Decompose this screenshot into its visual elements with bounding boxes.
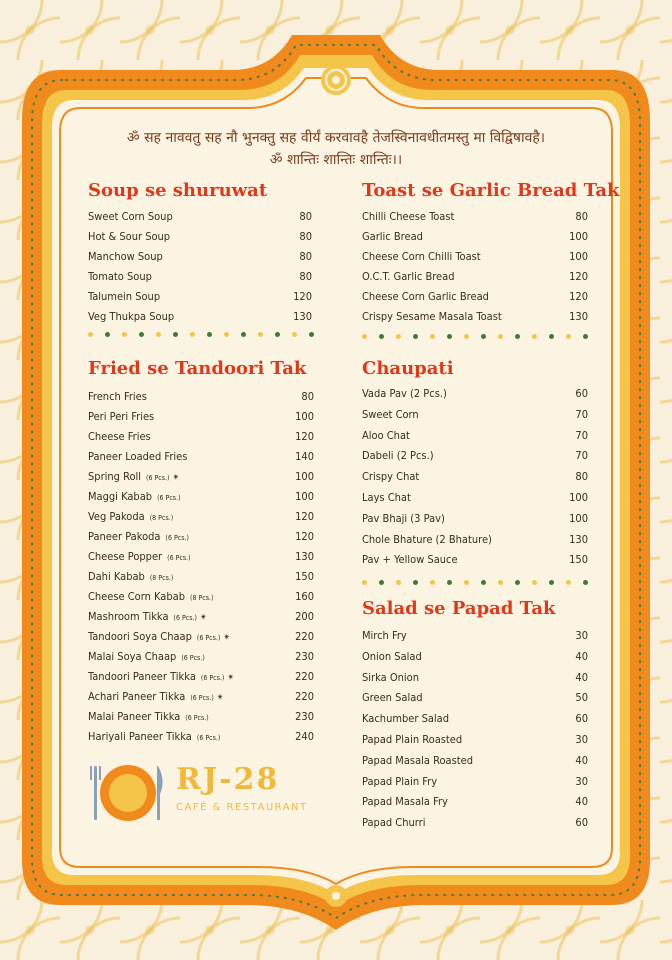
item-name: Talumein Soup	[88, 290, 161, 303]
item-name: Vada Pav (2 Pcs.)	[362, 387, 447, 400]
divider-dot	[464, 334, 469, 339]
item-name: Crispy Sesame Masala Toast	[362, 310, 502, 323]
item-pieces: (6 Pcs.)	[146, 474, 170, 482]
item-name: Garlic Bread	[362, 230, 423, 243]
item-name: Maggi Kabab (6 Pcs.)	[88, 490, 181, 503]
logo-name: RJ-28	[176, 762, 280, 797]
divider-dot	[532, 334, 537, 339]
item-pieces: (6 Pcs.)	[181, 654, 205, 662]
divider-dot	[549, 334, 554, 339]
list-item	[88, 667, 314, 687]
item-name: Tandoori Soya Chaap (6 Pcs.) ✴	[88, 630, 231, 643]
list-item	[88, 467, 314, 487]
flower-icon	[321, 65, 351, 95]
section-title-soup: Soup se shuruwat	[88, 180, 268, 201]
divider-dot	[379, 580, 384, 585]
item-name: Chilli Cheese Toast	[362, 210, 455, 223]
item-price: 60	[575, 712, 588, 726]
item-pieces: (8 Pcs.)	[190, 594, 214, 602]
item-price: 120	[293, 290, 312, 303]
item-price: 100	[295, 410, 314, 423]
item-pieces: (6 Pcs.)	[196, 634, 221, 642]
list-item	[362, 709, 588, 730]
section-title-salad: Salad se Papad Tak	[362, 598, 556, 619]
list-item	[88, 567, 314, 587]
item-name: Lays Chat	[362, 490, 411, 504]
divider-dot	[430, 334, 435, 339]
item-price: 80	[299, 270, 312, 283]
divider-dot	[566, 334, 571, 339]
divider-dot	[173, 332, 178, 337]
soup-list	[88, 207, 312, 327]
divider-dot	[362, 334, 367, 339]
item-price: 40	[575, 795, 588, 809]
item-price: 40	[575, 753, 588, 767]
item-price: 150	[295, 570, 314, 583]
divider-dot	[413, 580, 418, 585]
item-price: 100	[569, 490, 588, 504]
list-item	[88, 547, 314, 567]
chili-icon: ✴	[216, 693, 224, 703]
item-price: 220	[295, 630, 314, 643]
list-item	[362, 530, 588, 551]
divider-dot	[549, 580, 554, 585]
list-item	[88, 287, 312, 307]
divider-dot	[583, 334, 588, 339]
item-name: Achari Paneer Tikka (6 Pcs.) ✴	[88, 690, 224, 703]
divider-dot	[532, 580, 537, 585]
divider-dot	[481, 580, 486, 585]
divider-dot	[224, 332, 229, 337]
item-name: Hot & Sour Soup	[88, 230, 171, 243]
item-price: 240	[295, 730, 314, 743]
plate-fork-knife-icon	[88, 762, 168, 824]
item-price: 120	[569, 290, 588, 303]
divider-dot	[481, 334, 486, 339]
item-pieces: (6 Pcs.)	[185, 714, 209, 722]
item-name: Papad Plain Roasted	[362, 732, 463, 746]
list-item	[88, 427, 314, 447]
item-name: Papad Plain Fry	[362, 774, 438, 788]
item-price: 130	[293, 310, 312, 323]
list-item	[88, 207, 312, 227]
item-price: 150	[569, 553, 588, 567]
item-name: Veg Thukpa Soup	[88, 310, 175, 323]
item-name: Kachumber Salad	[362, 712, 450, 726]
item-name: Sweet Corn Soup	[88, 210, 173, 223]
item-price: 60	[575, 387, 588, 400]
item-price: 80	[301, 390, 314, 403]
item-name: Mirch Fry	[362, 629, 407, 642]
list-item	[362, 488, 588, 509]
item-price: 130	[569, 310, 588, 323]
item-price: 30	[575, 732, 588, 746]
list-item	[362, 426, 588, 447]
divider-dot	[275, 332, 280, 337]
section-title-toast: Toast se Garlic Bread Tak	[362, 180, 620, 201]
list-item	[362, 247, 588, 267]
list-item	[88, 727, 314, 747]
list-item	[362, 446, 588, 467]
item-price: 80	[299, 250, 312, 263]
list-item	[362, 287, 588, 307]
divider-dot	[430, 580, 435, 585]
list-item	[362, 405, 588, 426]
item-price: 100	[569, 250, 588, 263]
blessing-line-2: ॐ शान्तिः शान्तिः शान्तिः।।	[269, 152, 403, 168]
item-name: Tomato Soup	[88, 270, 152, 283]
divider-dot	[241, 332, 246, 337]
item-pieces: (8 Pcs.)	[149, 574, 174, 582]
list-item	[88, 227, 312, 247]
item-price: 80	[299, 230, 312, 243]
item-name: Onion Salad	[362, 649, 422, 663]
chili-icon: ✴	[227, 673, 235, 683]
list-item	[88, 267, 312, 287]
dot-divider	[362, 580, 588, 586]
fried-list	[88, 387, 314, 747]
list-item	[88, 487, 314, 507]
divider-dot	[379, 334, 384, 339]
item-price: 80	[575, 210, 588, 223]
item-name: Papad Masala Roasted	[362, 753, 473, 767]
dot-divider	[362, 334, 588, 340]
item-price: 50	[575, 691, 588, 705]
list-item	[362, 688, 588, 709]
item-name: Peri Peri Fries	[88, 410, 155, 423]
divider-dot	[309, 332, 314, 337]
list-item	[362, 550, 588, 571]
list-item	[362, 207, 588, 227]
divider-dot	[498, 334, 503, 339]
item-name: Chole Bhature (2 Bhature)	[362, 532, 492, 546]
item-name: Hariyali Paneer Tikka (6 Pcs.)	[88, 730, 221, 743]
item-price: 230	[295, 650, 314, 663]
divider-dot	[583, 580, 588, 585]
item-name: O.C.T. Garlic Bread	[362, 270, 455, 283]
salad-list	[362, 626, 588, 834]
item-name: Sirka Onion	[362, 670, 419, 684]
item-name: Dabeli (2 Pcs.)	[362, 449, 434, 463]
divider-dot	[258, 332, 263, 337]
item-name: Paneer Pakoda (6 Pcs.)	[88, 530, 189, 543]
item-price: 30	[575, 629, 588, 642]
list-item	[362, 772, 588, 793]
list-item	[88, 407, 314, 427]
list-item	[362, 384, 588, 405]
divider-dot	[396, 334, 401, 339]
list-item	[362, 751, 588, 772]
item-price: 120	[295, 510, 314, 523]
divider-dot	[464, 580, 469, 585]
list-item	[362, 813, 588, 834]
list-item	[88, 507, 314, 527]
item-name: Papad Churri	[362, 816, 426, 830]
list-item	[88, 307, 312, 327]
list-item	[88, 447, 314, 467]
item-name: Cheese Popper (6 Pcs.)	[88, 550, 191, 563]
divider-dot	[207, 332, 212, 337]
item-price: 80	[575, 470, 588, 484]
divider-dot	[105, 332, 110, 337]
divider-dot	[413, 334, 418, 339]
logo-subtitle: CAFÉ & RESTAURANT	[176, 802, 308, 813]
toast-list	[362, 207, 588, 327]
item-name: French Fries	[88, 390, 147, 403]
item-pieces: (8 Pcs.)	[149, 514, 174, 522]
divider-dot	[156, 332, 161, 337]
list-item	[362, 509, 588, 530]
dot-divider	[88, 332, 314, 338]
item-price: 140	[295, 450, 314, 463]
item-price: 30	[575, 774, 588, 788]
list-item	[362, 467, 588, 488]
item-price: 120	[295, 430, 314, 443]
item-name: Cheese Corn Garlic Bread	[362, 290, 489, 303]
list-item	[362, 647, 588, 668]
section-title-chaupati: Chaupati	[362, 358, 454, 379]
divider-dot	[566, 580, 571, 585]
list-item	[88, 687, 314, 707]
item-name: Paneer Loaded Fries	[88, 450, 188, 463]
item-price: 70	[575, 407, 588, 421]
divider-dot	[396, 580, 401, 585]
item-name: Malai Paneer Tikka (6 Pcs.)	[88, 710, 209, 723]
item-name: Papad Masala Fry	[362, 795, 448, 809]
item-name: Crispy Chat	[362, 470, 420, 484]
item-pieces: (6 Pcs.)	[167, 554, 191, 562]
list-item	[88, 527, 314, 547]
item-pieces: (6 Pcs.)	[200, 674, 225, 682]
divider-dot	[515, 580, 520, 585]
list-item	[362, 307, 588, 327]
list-item	[88, 607, 314, 627]
item-pieces: (6 Pcs.)	[190, 694, 214, 702]
list-item	[88, 247, 312, 267]
list-item	[88, 707, 314, 727]
item-name: Aloo Chat	[362, 428, 410, 442]
section-title-fried: Fried se Tandoori Tak	[88, 358, 307, 379]
item-name: Cheese Fries	[88, 430, 151, 443]
item-price: 60	[575, 816, 588, 830]
item-price: 120	[569, 270, 588, 283]
divider-dot	[139, 332, 144, 337]
item-name: Dahi Kabab (8 Pcs.)	[88, 570, 174, 583]
item-name: Manchow Soup	[88, 250, 163, 263]
item-pieces: (6 Pcs.)	[165, 534, 189, 542]
list-item	[88, 647, 314, 667]
item-price: 70	[575, 449, 588, 463]
divider-dot	[362, 580, 367, 585]
item-name: Cheese Corn Kabab (8 Pcs.)	[88, 590, 214, 603]
divider-dot	[515, 334, 520, 339]
item-price: 100	[295, 490, 314, 503]
item-price: 40	[575, 670, 588, 684]
list-item	[88, 627, 314, 647]
item-name: Tandoori Paneer Tikka (6 Pcs.) ✴	[88, 670, 235, 683]
list-item	[362, 267, 588, 287]
divider-dot	[498, 580, 503, 585]
item-pieces: (6 Pcs.)	[157, 494, 181, 502]
divider-dot	[190, 332, 195, 337]
divider-dot	[122, 332, 127, 337]
item-price: 100	[569, 230, 588, 243]
list-item	[362, 626, 588, 647]
item-price: 40	[575, 649, 588, 663]
item-name: Veg Pakoda (8 Pcs.)	[88, 510, 174, 523]
item-price: 230	[295, 710, 314, 723]
list-item	[362, 668, 588, 689]
chili-icon: ✴	[223, 633, 231, 643]
list-item	[362, 227, 588, 247]
list-item	[88, 387, 314, 407]
item-price: 130	[295, 550, 314, 563]
chili-icon: ✴	[200, 613, 207, 623]
item-name: Cheese Corn Chilli Toast	[362, 250, 481, 263]
chaupati-list	[362, 384, 588, 571]
item-name: Mashroom Tikka (6 Pcs.) ✴	[88, 610, 207, 623]
divider-dot	[447, 580, 452, 585]
blessing-line-1: ॐ सह नाववतु सह नौ भुनक्तु सह वीर्यं करवावहै तेजस्विनावधीतमस्तु मा विद्विषावहै।	[126, 130, 546, 146]
list-item	[362, 730, 588, 751]
item-price: 200	[295, 610, 314, 623]
item-name: Sweet Corn	[362, 407, 419, 421]
chili-icon: ✴	[172, 473, 180, 483]
item-price: 130	[569, 532, 588, 546]
list-item	[88, 587, 314, 607]
item-name: Pav + Yellow Sauce	[362, 553, 458, 567]
item-name: Malai Soya Chaap (6 Pcs.)	[88, 650, 205, 663]
item-pieces: (6 Pcs.)	[173, 614, 198, 622]
item-price: 120	[295, 530, 314, 543]
item-price: 100	[569, 511, 588, 525]
item-name: Spring Roll (6 Pcs.) ✴	[88, 470, 180, 483]
divider-dot	[447, 334, 452, 339]
item-name: Pav Bhaji (3 Pav)	[362, 511, 445, 525]
item-price: 160	[295, 590, 314, 603]
item-price: 100	[295, 470, 314, 483]
item-price: 220	[295, 670, 314, 683]
item-price: 70	[575, 428, 588, 442]
divider-dot	[88, 332, 93, 337]
list-item	[362, 792, 588, 813]
divider-dot	[292, 332, 297, 337]
item-price: 220	[295, 690, 314, 703]
item-name: Green Salad	[362, 691, 423, 705]
item-pieces: (6 Pcs.)	[196, 734, 221, 742]
item-price: 80	[299, 210, 312, 223]
